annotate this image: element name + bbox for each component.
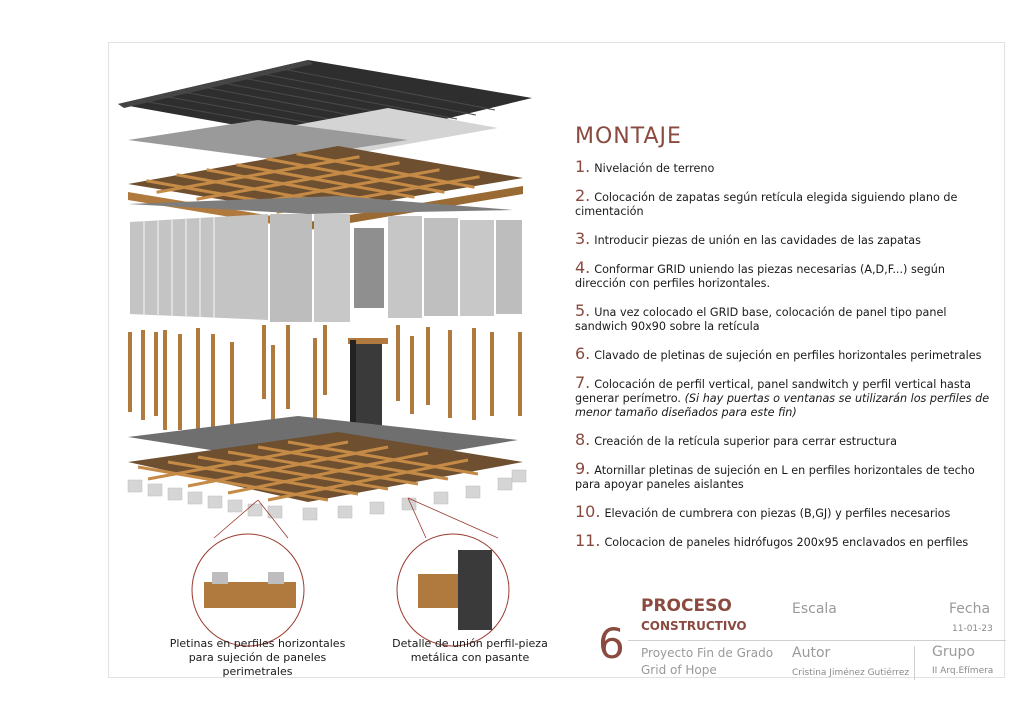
caption-right: Detalle de unión perfil-pieza metálica con pasante — [392, 637, 548, 664]
grupo-label: Grupo — [932, 644, 975, 660]
detail-circle-left — [192, 534, 304, 646]
list-item: 10. Elevación de cumbrera con piezas (B,GJ) y perfiles necesarios — [575, 502, 951, 521]
project-name-line2: Grid of Hope — [641, 663, 717, 677]
autor-label: Autor — [792, 645, 831, 661]
list-item: 5. Una vez colocado el GRID base, colocación de panel tipo panel sandwich 90x90 sobre la retícula — [575, 301, 947, 333]
list-item: 6. Clavado de pletinas de sujeción en perfiles horizontales perimetrales — [575, 344, 982, 363]
sheet-title-line1: PROCESO — [641, 596, 732, 616]
sheet-title-line2: CONSTRUCTIVO — [641, 619, 747, 633]
title-block-divider — [628, 640, 1006, 641]
list-item: 1. Nivelación de terreno — [575, 157, 715, 176]
detail-circle-right — [397, 534, 509, 646]
title-block-divider-vertical — [914, 646, 915, 680]
exploded-axonometric-illustration — [108, 42, 550, 678]
caption-left: Pletinas en perfiles horizontales para sujeción de paneles perimetrales — [169, 637, 346, 678]
grupo-value: II Arq.Efímera — [932, 666, 994, 676]
wall-panels — [130, 214, 522, 322]
list-item: 9. Atornillar pletinas de sujeción en L en perfiles horizontales de techo para apoyar paneles aislantes — [575, 459, 975, 491]
sheet-number: 6 — [598, 619, 625, 668]
list-item: 3. Introducir piezas de unión en las cavidades de las zapatas — [575, 229, 921, 248]
autor-value: Cristina Jiménez Gutiérrez — [792, 668, 910, 678]
section-title: MONTAJE — [575, 124, 682, 149]
list-item: 11. Colocacion de paneles hidrófugos 200x95 enclavados en perfiles — [575, 531, 969, 550]
fecha-label: Fecha — [949, 601, 991, 617]
escala-label: Escala — [792, 601, 837, 617]
list-item: 7. Colocación de perfil vertical, panel sandwitch y perfil vertical hasta generar perímetro. (Si hay puertas o ventanas se utilizarán los perfiles de menor tamaño diseñados para este fin) — [575, 373, 990, 419]
list-item: 4. Conformar GRID uniendo las piezas necesarias (A,D,F...) según dirección con perfiles horizontales. — [575, 258, 945, 290]
project-name-line1: Proyecto Fin de Grado — [641, 646, 774, 660]
assembly-steps-list — [575, 157, 995, 563]
list-item: 2. Colocación de zapatas según retícula elegida siguiendo plano de cimentación — [575, 186, 958, 218]
list-item: 8. Creación de la retícula superior para cerrar estructura — [575, 430, 897, 449]
fecha-value: 11-01-23 — [952, 624, 993, 634]
